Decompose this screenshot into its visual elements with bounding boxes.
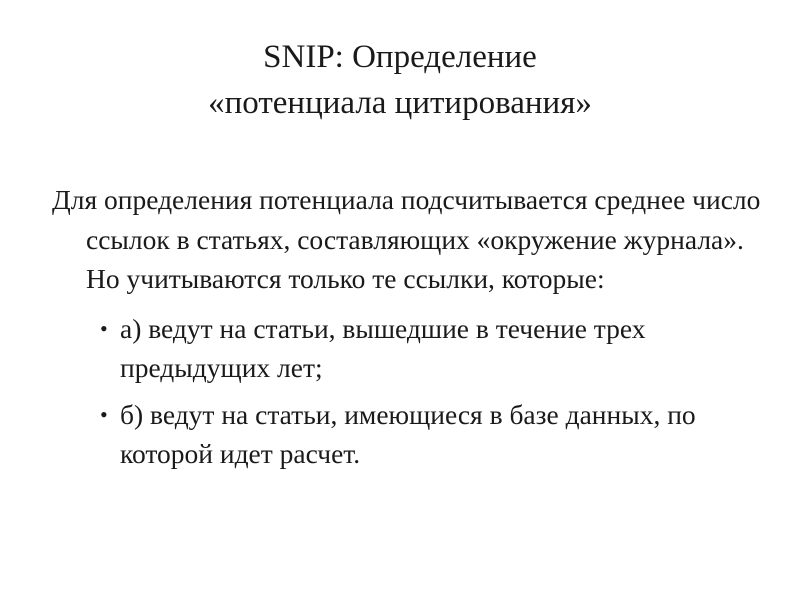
bullet-item-b <box>52 395 772 474</box>
slide-title-line-1: SNIP: Определение <box>263 39 537 75</box>
slide-body <box>52 180 772 481</box>
bullet-dot-icon: • <box>100 401 108 427</box>
bullet-item-a <box>52 309 772 388</box>
slide-title-line-2: «потенциала цитирования» <box>208 85 592 121</box>
bullet-text-b: б) ведут на статьи, имеющиеся в базе данных, по которой идет расчет. <box>120 398 696 469</box>
body-paragraph: Для определения потенциала подсчитывается среднее число ссылок в статьях, составляющих «окружение журнала». Но учитываются только те ссылки, которые: <box>52 184 761 294</box>
bullet-dot-icon: • <box>100 315 108 341</box>
slide-title <box>0 34 800 126</box>
bullet-list <box>52 309 772 474</box>
bullet-text-a: а) ведут на статьи, вышедшие в течение трех предыдущих лет; <box>120 312 646 383</box>
